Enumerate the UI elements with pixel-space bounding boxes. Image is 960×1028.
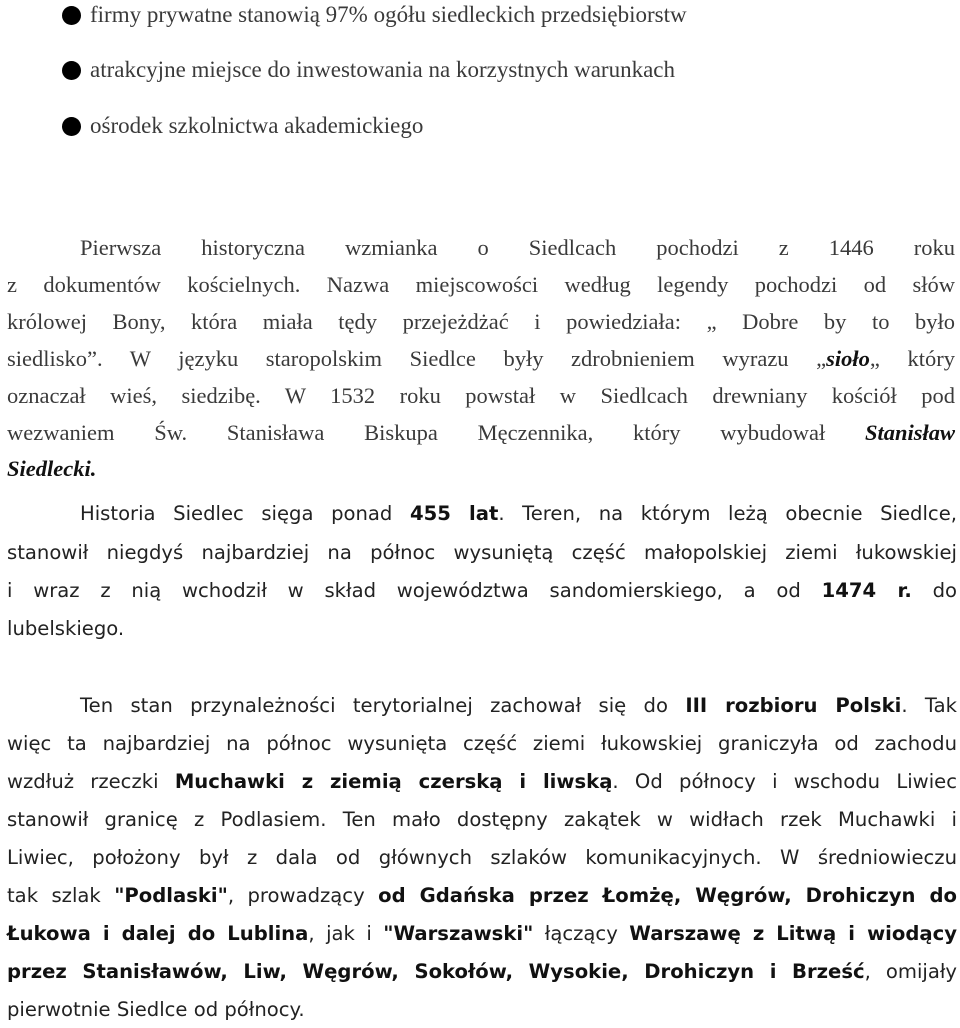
bullet-dot-icon xyxy=(62,6,81,25)
text-line: tak szlak "Podlaski", prowadzący od Gdańska przez Łomżę, Węgrów, Drohiczyn do xyxy=(7,884,957,907)
text-line: wzdłuż rzeczki Muchawki z ziemią czerską i liwską. Od północy i wschodu Liwiec xyxy=(7,770,957,793)
text-line: Liwiec, położony był z dala od głównych szlaków komunikacyjnych. W średniowieczu xyxy=(7,846,957,869)
text-line: lubelskiego. xyxy=(7,617,125,640)
text-line: królowej Bony, która miała tędy przejeżdżać i powiedziała: „ Dobre by to było xyxy=(7,309,955,334)
text-line: Historia Siedlec sięga ponad 455 lat. Teren, na którym leżą obecnie Siedlce, xyxy=(80,502,957,525)
text-line: Pierwsza historyczna wzmianka o Siedlcach pochodzi z 1446 roku xyxy=(80,235,955,260)
text-line: Łukowa i dalej do Lublina, jak i "Warszawski" łączący Warszawę z Litwą i wiodący xyxy=(7,922,957,945)
text-line: więc ta najbardziej na północ wysunięta część ziemi łukowskiej graniczyła od zachodu xyxy=(7,732,957,755)
bullet-dot-icon xyxy=(62,117,81,136)
text-line: przez Stanisławów, Liw, Węgrów, Sokołów, Wysokie, Drohiczyn i Brześć, omijały xyxy=(7,960,957,983)
text-line: siedlisko”. W języku staropolskim Siedlce były zdrobnieniem wyrazu „sioło„ który xyxy=(7,346,955,371)
text-line: oznaczał wieś, siedzibę. W 1532 roku powstał w Siedlcach drewniany kościół pod xyxy=(7,383,955,408)
text-line: i wraz z nią wchodził w skład województwa sandomierskiego, a od 1474 r. do xyxy=(7,579,958,602)
text-line: Ten stan przynależności terytorialnej zachował się do III rozbioru Polski. Tak xyxy=(80,694,958,717)
bullet-dot-icon xyxy=(62,61,81,80)
text-line: stanowił granicę z Podlasiem. Ten mało dostępny zakątek w widłach rzek Muchawki i xyxy=(7,808,957,831)
text-line: stanowił niegdyś najbardziej na północ wysuniętą część małopolskiej ziemi łukowskiej xyxy=(7,541,957,564)
text-line: Siedlecki. xyxy=(7,456,97,481)
text-line: wezwaniem Św. Stanisława Biskupa Męczennika, który wybudował Stanisław xyxy=(7,420,956,445)
text-line: pierwotnie Siedlce od północy. xyxy=(7,998,305,1021)
text-line: z dokumentów kościelnych. Nazwa miejscowości według legendy pochodzi od słów xyxy=(7,272,955,297)
